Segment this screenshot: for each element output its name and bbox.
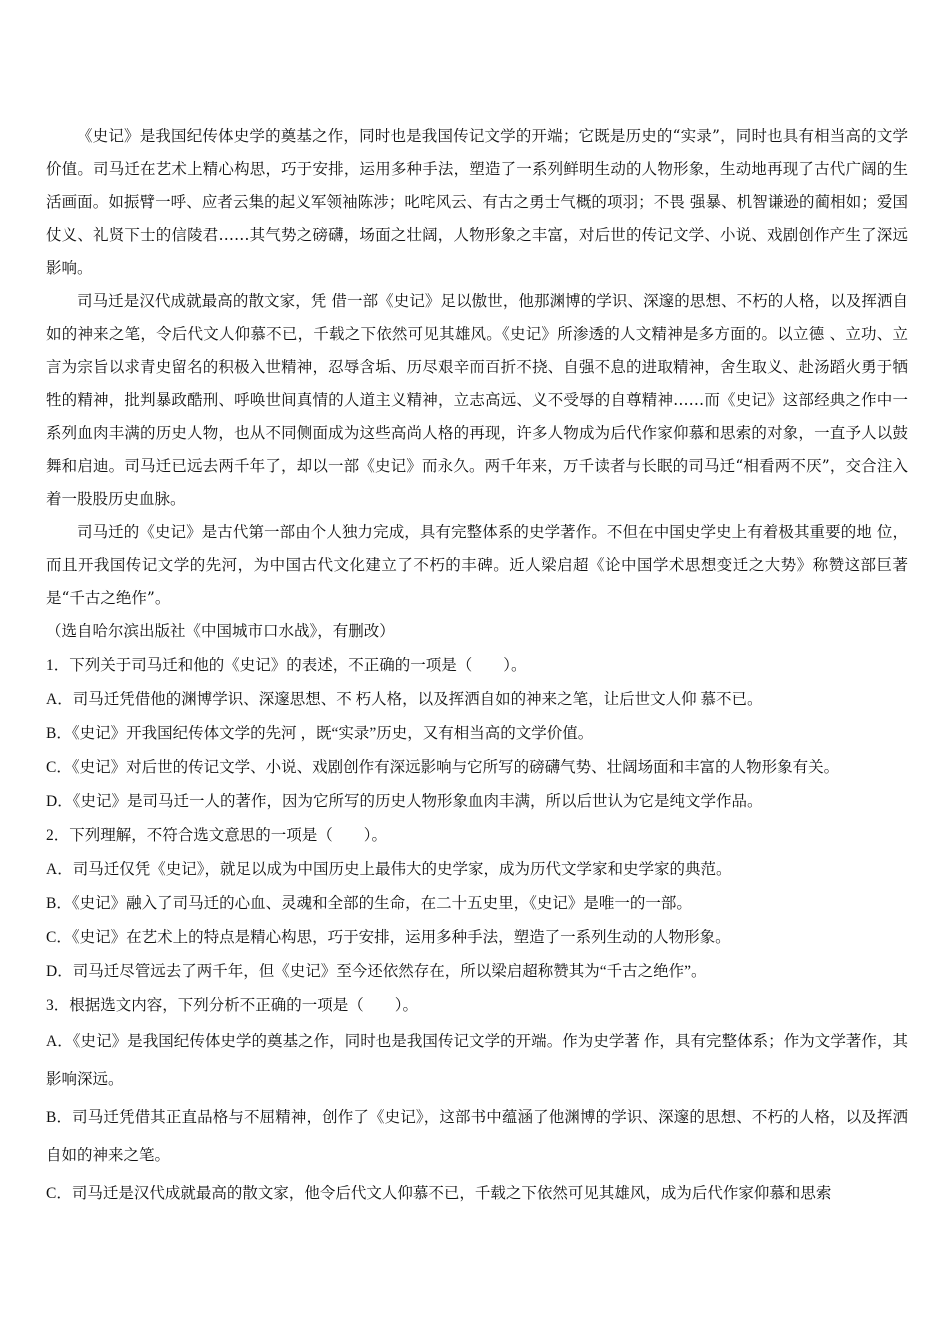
question-option-b: B．司马迁凭借其正直品格与不屈精神，创作了《史记》，这部书中蕴涵了他渊博的学识、深邃的思想、不朽的人格，以及挥洒自如的神来之笔。 [46,1109,908,1164]
passage-paragraph-2: 司马迁是汉代成就最高的散文家，凭 借一部《史记》足以傲世，他那渊博的学识、深邃的思想、不朽的人格，以及挥洒自如的神来之笔，令后代文人仰慕不已，千载之下依然可见其雄风。《史记》所渗透的人文精神是多方面的。以立德 、立功、立言为宗旨以求青史留名的积极入世精神，忍辱含垢、历尽艰辛而百折不挠、自强不息的进取精神，舍生取义、赴汤蹈火勇于牺牲的精神，批判暴政酷刑、呼唤世间真情的人道主义精神，立志高远、义不受辱的自尊精神……而《史记》这部经典之作中一系列血肉丰满的历史人物，也从不同侧面成为这些高尚人格的再现，许多人物成为后代作家仰慕和思索的对象，一直予人以鼓舞和启迪。司马迁已远去两千年了，却以一部《史记》而永久。两千年来，万千读者与长眠的司马迁“相看两不厌”，交合注入着一股股历史血脉。 [46,292,908,508]
document-page [46,120,908,1213]
question-option-a: A．司马迁仅凭《史记》，就足以成为中国历史上最伟大的史学家，成为历代文学家和史学家的典范。 [46,861,732,878]
question-1 [46,649,908,819]
question-stem: 2．下列理解，不符合选文意思的一项是（ ）。 [46,827,388,844]
question-option-d: D．司马迁尽管远去了两千年，但《史记》至今还依然存在，所以梁启超称赞其为“千古之绝作”。 [46,963,707,980]
question-3 [46,989,908,1213]
question-stem: 1．下列关于司马迁和他的《史记》的表述，不正确的一项是（ ）。 [46,657,527,674]
question-option-b: B．《史记》开我国纪传体文学的先河 ，既“实录”历史，又有相当高的文学价值。 [46,725,594,742]
passage-paragraph-3: 司马迁的《史记》是古代第一部由个人独力完成，具有完整体系的史学著作。不但在中国史学史上有着极其重要的地 位，而且开我国传记文学的先河，为中国古代文化建立了不朽的丰碑。近人梁启超《论中国学术思想变迁之大势》称赞这部巨著是“千古之绝作”。 [46,523,908,607]
question-stem: 3．根据选文内容，下列分析不正确的一项是（ ）。 [46,997,419,1014]
question-option-c: C．《史记》在艺术上的特点是精心构思，巧于安排，运用多种手法，塑造了一系列生动的人物形象。 [46,929,731,946]
question-option-a: A．《史记》是我国纪传体史学的奠基之作，同时也是我国传记文学的开端。作为史学著 作，具有完整体系；作为文学著作，其影响深远。 [46,1033,908,1088]
question-2 [46,819,908,989]
question-option-b: B．《史记》融入了司马迁的心血、灵魂和全部的生命，在二十五史里，《史记》是唯一的一部。 [46,895,692,912]
question-option-a: A．司马迁凭借他的渊博学识、深邃思想、不 朽人格，以及挥洒自如的神来之笔，让后世文人仰 慕不已。 [46,691,763,708]
question-option-c: C．《史记》对后世的传记文学、小说、戏剧创作有深远影响与它所写的磅礴气势、壮阔场面和丰富的人物形象有关。 [46,759,840,776]
question-option-d: D．《史记》是司马迁一人的著作，因为它所写的历史人物形象血肉丰满，所以后世认为它是纯文学作品。 [46,793,763,810]
passage-paragraph-1: 《史记》是我国纪传体史学的奠基之作，同时也是我国传记文学的开端；它既是历史的“实录”，同时也具有相当高的文学价值。司马迁在艺术上精心构思，巧于安排，运用多种手法，塑造了一系列鲜明生动的人物形象，生动地再现了古代广阔的生活画面。如振臂一呼、应者云集的起义军领袖陈涉；叱咤风云、有古之勇士气概的项羽；不畏 强暴、机智谦逊的蔺相如；爱国仗义、礼贤下士的信陵君……其气势之磅礴，场面之壮阔，人物形象之丰富，对后世的传记文学、小说、戏剧创作产生了深远影响。 [46,127,908,277]
question-option-c: C．司马迁是汉代成就最高的散文家，他令后代文人仰慕不已，千载之下依然可见其雄风，成为后代作家仰慕和思索 [46,1185,832,1202]
source-citation: （选自哈尔滨出版社《中国城市口水战》，有删改） [46,623,395,640]
